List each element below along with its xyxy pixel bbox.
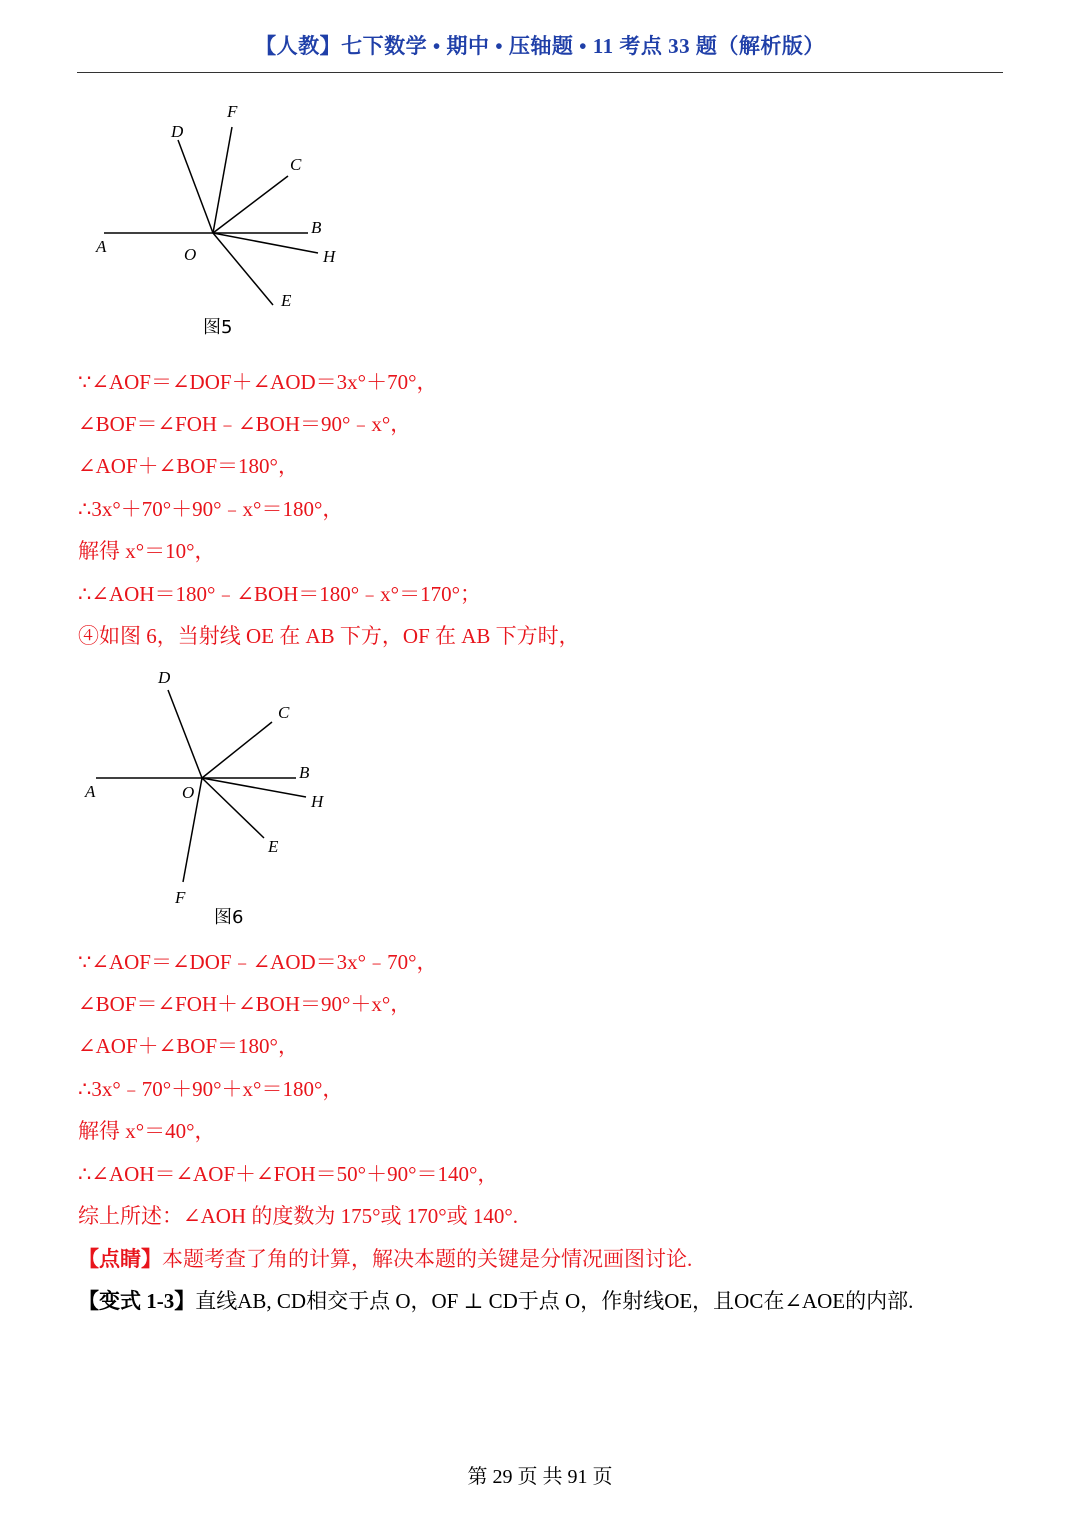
label-H: H: [311, 792, 324, 811]
solution-line: ∵∠AOF＝∠DOF﹣∠AOD＝3x°﹣70°，: [78, 950, 438, 974]
figure-6-diagram: [78, 660, 368, 930]
variant-text: 直线AB, CD相交于点 O，OF ⊥ CD于点 O，作射线OE，且OC在∠AOE的内部.: [195, 1289, 914, 1313]
key-point-line: [78, 1245, 692, 1273]
label-F: F: [175, 888, 186, 907]
solution-line: ∠BOF＝∠FOH＋∠BOH＝90°＋x°，: [78, 992, 412, 1016]
solution-line: 解得 x°＝10°，: [78, 539, 216, 563]
label-C: C: [290, 155, 302, 174]
label-A: A: [85, 782, 96, 801]
ray-OD: [178, 140, 213, 233]
figure-5-caption: 图5: [203, 317, 233, 338]
label-B: B: [311, 218, 322, 237]
label-C: C: [278, 703, 290, 722]
solution-line: ∴3x°＋70°＋90°﹣x°＝180°，: [78, 497, 344, 521]
label-E: E: [268, 837, 279, 856]
solution-line: ∵∠AOF＝∠DOF＋∠AOD＝3x°＋70°，: [78, 370, 438, 394]
page-footer: 第 29 页 共 91 页: [467, 1466, 613, 1488]
variant-tag: 【变式 1-3】: [78, 1289, 196, 1313]
solution-line: ∴∠AOH＝180°﹣∠BOH＝180°﹣x°＝170°；: [78, 582, 481, 606]
variant-problem-line: [78, 1287, 913, 1315]
ray-OC: [213, 176, 288, 233]
solution-line: ∴∠AOH＝∠AOF＋∠FOH＝50°＋90°＝140°，: [78, 1162, 499, 1186]
figure-6-caption: 图6: [214, 907, 244, 928]
solution-line: ∠BOF＝∠FOH﹣∠BOH＝90°﹣x°，: [78, 412, 412, 436]
label-A: A: [96, 237, 107, 256]
label-O: O: [184, 245, 197, 264]
figure-6: [78, 660, 368, 930]
solution-line: ∴3x°﹣70°＋90°＋x°＝180°，: [78, 1077, 344, 1101]
label-F: F: [227, 102, 238, 121]
label-O: O: [182, 783, 195, 802]
key-point-tag: 【点睛】: [78, 1247, 162, 1271]
ray-OH: [202, 778, 306, 797]
solution-line: 解得 x°＝40°，: [78, 1119, 216, 1143]
solution-line: ④如图 6，当射线 OE 在 AB 下方，OF 在 AB 下方时，: [78, 624, 580, 648]
ray-OF: [213, 127, 232, 233]
solution-line: ∠AOF＋∠BOF＝180°，: [78, 1034, 299, 1058]
page-header-title: 【人教】七下数学 • 期中 • 压轴题 • 11 考点 33 题（解析版）: [255, 34, 825, 58]
key-point-text: 本题考查了角的计算，解决本题的关键是分情况画图讨论.: [162, 1247, 693, 1271]
label-D: D: [158, 668, 171, 687]
solution-line: ∠AOF＋∠BOF＝180°，: [78, 454, 299, 478]
label-H: H: [323, 247, 336, 266]
label-E: E: [281, 291, 292, 310]
ray-OH: [213, 233, 318, 253]
ray-OE: [213, 233, 273, 305]
header-divider: [77, 72, 1003, 73]
ray-OD: [168, 690, 202, 778]
figure-5: [80, 95, 370, 340]
label-D: D: [171, 122, 184, 141]
solution-line: 综上所述：∠AOH 的度数为 175°或 170°或 140°.: [78, 1204, 519, 1228]
label-B: B: [299, 763, 310, 782]
figure-5-diagram: [80, 95, 370, 340]
ray-OC: [202, 722, 272, 778]
